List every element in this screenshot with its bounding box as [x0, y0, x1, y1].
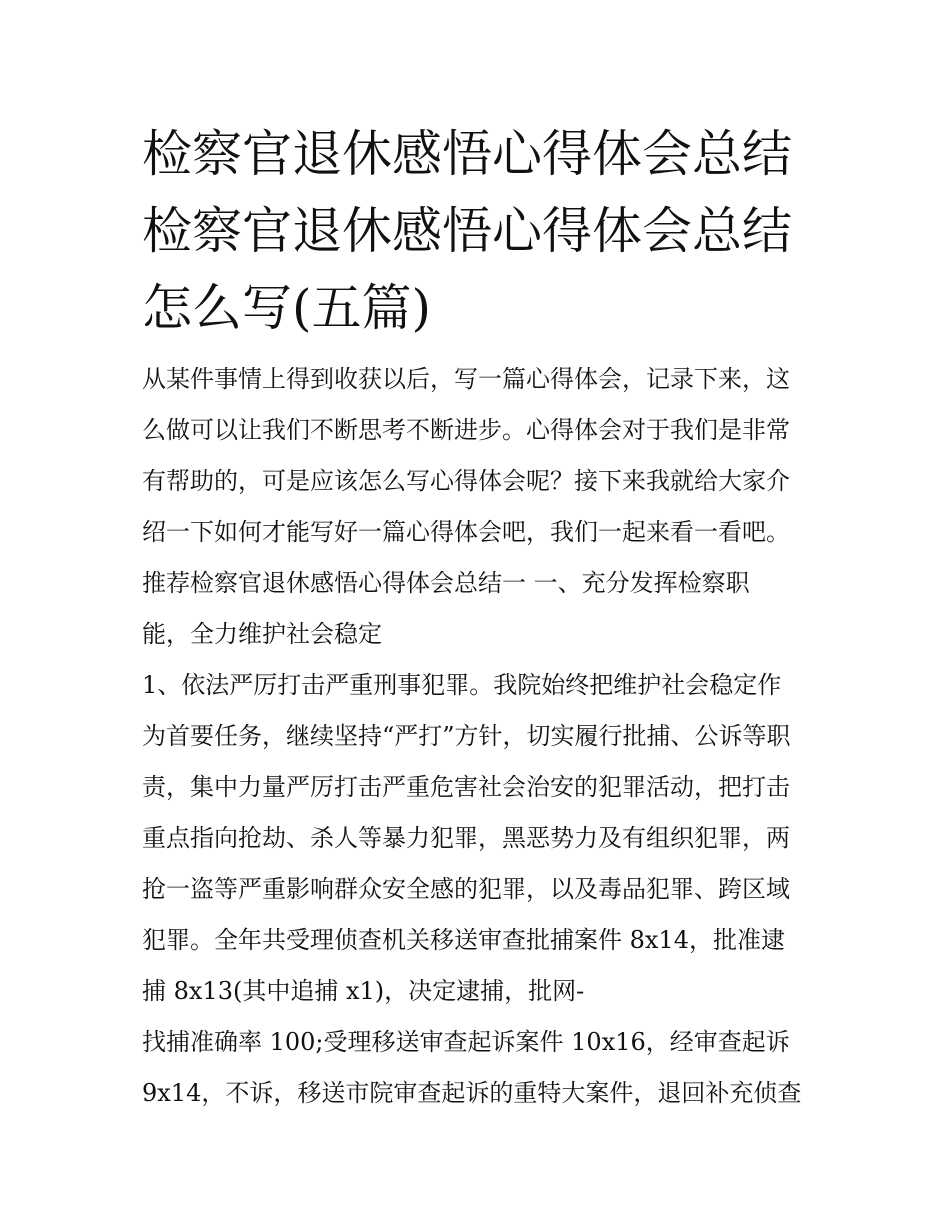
body-line-2: 么做可以让我们不断思考不断进步。心得体会对于我们是非常 [142, 416, 790, 444]
body-line-9: 责，集中力量严厉打击严重危害社会治安的犯罪活动，把打击 [142, 773, 790, 801]
body-line-7: 1、依法严厉打击严重刑事犯罪。我院始终把维护社会稳定作 [142, 671, 782, 699]
body-line-5: 推荐检察官退休感悟心得体会总结一 一、充分发挥检察职 [142, 569, 750, 597]
body-line-10: 重点指向抢劫、杀人等暴力犯罪，黑恶势力及有组织犯罪，两 [142, 824, 790, 852]
body-line-1: 从某件事情上得到收获以后，写一篇心得体会，记录下来，这 [142, 365, 790, 393]
title-line-1: 检察官退休感悟心得体会总结 [142, 125, 792, 183]
body-line-3: 有帮助的，可是应该怎么写心得体会呢？接下来我就给大家介 [142, 467, 790, 495]
body-line-6: 能，全力维护社会稳定 [142, 620, 382, 648]
document-title [142, 116, 822, 347]
body-line-13: 捕 8x13(其中追捕 x1)，决定逮捕，批网- [142, 977, 585, 1005]
body-line-15: 9x14，不诉，移送市院审查起诉的重特大案件，退回补充侦查 [142, 1079, 802, 1107]
body-line-12: 犯罪。全年共受理侦查机关移送审查批捕案件 8x14，批准逮 [142, 926, 785, 954]
body-line-14: 找捕准确率 100;受理移送审查起诉案件 10x16，经审查起诉 [142, 1028, 790, 1056]
title-line-3: 怎么写(五篇) [142, 279, 432, 337]
body-line-8: 为首要任务，继续坚持“严打”方针，切实履行批捕、公诉等职 [142, 722, 791, 750]
body-line-11: 抢一盗等严重影响群众安全感的犯罪，以及毒品犯罪、跨区域 [142, 875, 790, 903]
title-line-2: 检察官退休感悟心得体会总结 [142, 202, 792, 260]
document-body [142, 356, 822, 1121]
body-line-4: 绍一下如何才能写好一篇心得体会吧，我们一起来看一看吧。 [142, 518, 790, 546]
